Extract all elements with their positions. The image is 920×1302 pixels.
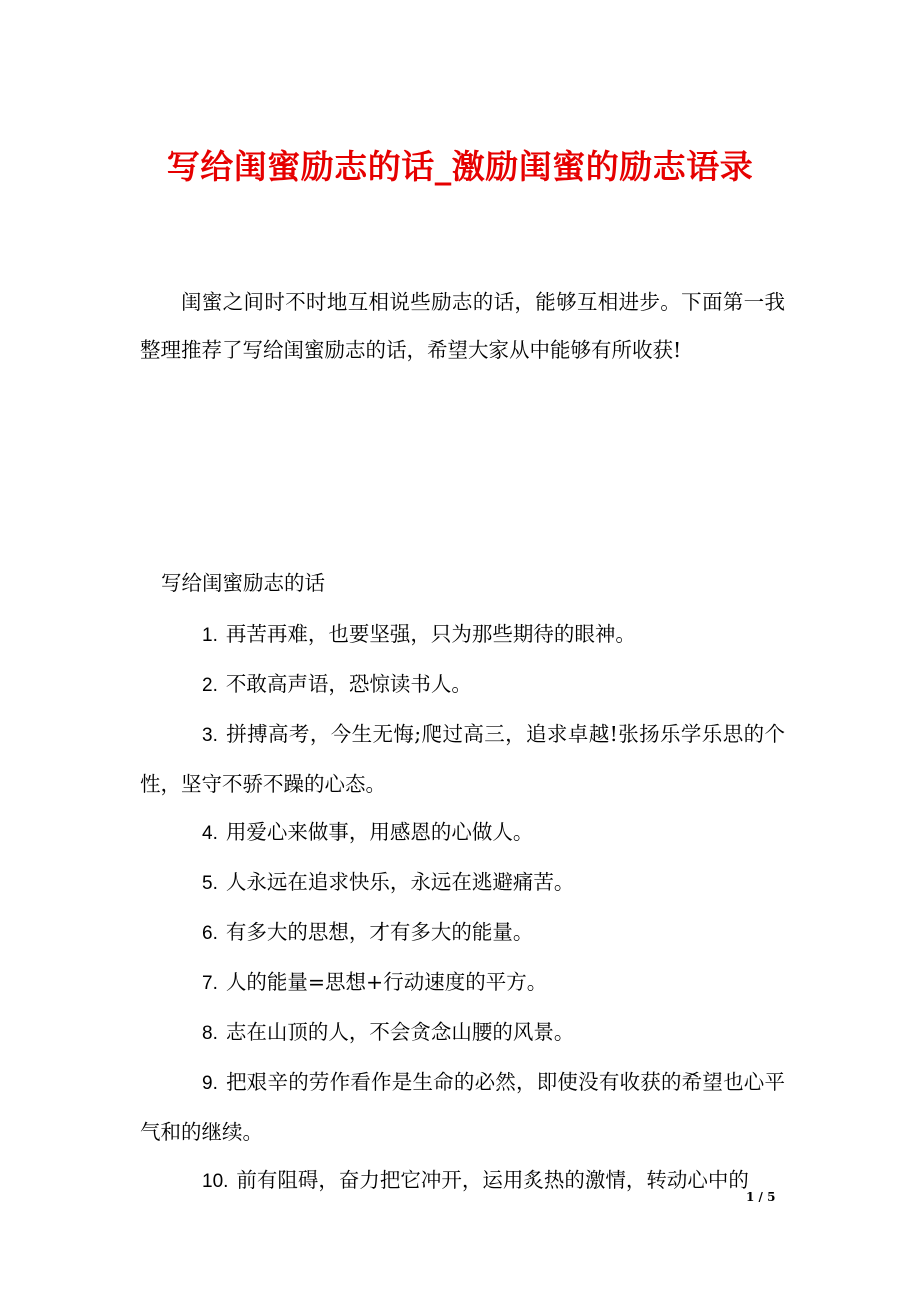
list-item bbox=[140, 710, 785, 808]
list-item-text: 把艰辛的劳作看作是生命的必然，即使没有收获的希望也心平气和的继续。 bbox=[140, 1070, 785, 1144]
list-item bbox=[140, 808, 785, 858]
list-item bbox=[140, 610, 785, 660]
intro-paragraph: 闺蜜之间时不时地互相说些励志的话，能够互相进步。下面第一我整理推荐了写给闺蜜励志的话，希望大家从中能够有所收获! bbox=[140, 290, 785, 362]
list-item-number: 6. bbox=[202, 923, 218, 944]
list-item bbox=[140, 908, 785, 958]
list-item bbox=[140, 1008, 785, 1058]
quote-list bbox=[140, 610, 785, 1206]
list-item-number: 9. bbox=[202, 1073, 218, 1094]
list-item-text: 拼搏高考，今生无悔;爬过高三，追求卓越!张扬乐学乐思的个性，坚守不骄不躁的心态。 bbox=[140, 722, 785, 796]
list-item-number: 5. bbox=[202, 873, 218, 894]
list-item-number: 1. bbox=[202, 625, 218, 646]
list-item-text: 有多大的思想，才有多大的能量。 bbox=[225, 920, 534, 944]
list-item-number: 7. bbox=[202, 973, 218, 994]
document-title: 写给闺蜜励志的话_激励闺蜜的励志语录 bbox=[166, 147, 754, 186]
list-item-text: 人永远在追求快乐，永远在逃避痛苦。 bbox=[225, 870, 575, 894]
list-item-number: 3. bbox=[202, 725, 218, 746]
list-item bbox=[140, 958, 785, 1008]
list-item-number: 4. bbox=[202, 823, 218, 844]
list-item bbox=[140, 660, 785, 710]
list-item-text: 用爱心来做事，用感恩的心做人。 bbox=[225, 820, 534, 844]
list-item-number: 10. bbox=[202, 1171, 229, 1192]
page-number: 1 / 5 bbox=[746, 1190, 776, 1204]
list-item bbox=[140, 1058, 785, 1156]
list-item-text: 不敢高声语，恐惊读书人。 bbox=[225, 672, 472, 696]
list-item bbox=[140, 1156, 785, 1206]
section-heading: 写给闺蜜励志的话 bbox=[161, 571, 325, 595]
list-item-number: 2. bbox=[202, 675, 218, 696]
list-item-text: 人的能量=思想+行动速度的平方。 bbox=[225, 970, 548, 994]
list-item-text: 再苦再难，也要坚强，只为那些期待的眼神。 bbox=[225, 622, 636, 646]
list-item bbox=[140, 858, 785, 908]
list-item-text: 志在山顶的人，不会贪念山腰的风景。 bbox=[225, 1020, 575, 1044]
list-item-number: 8. bbox=[202, 1023, 218, 1044]
list-item-text: 前有阻碍，奋力把它冲开，运用炙热的激情，转动心中的 bbox=[236, 1168, 749, 1192]
